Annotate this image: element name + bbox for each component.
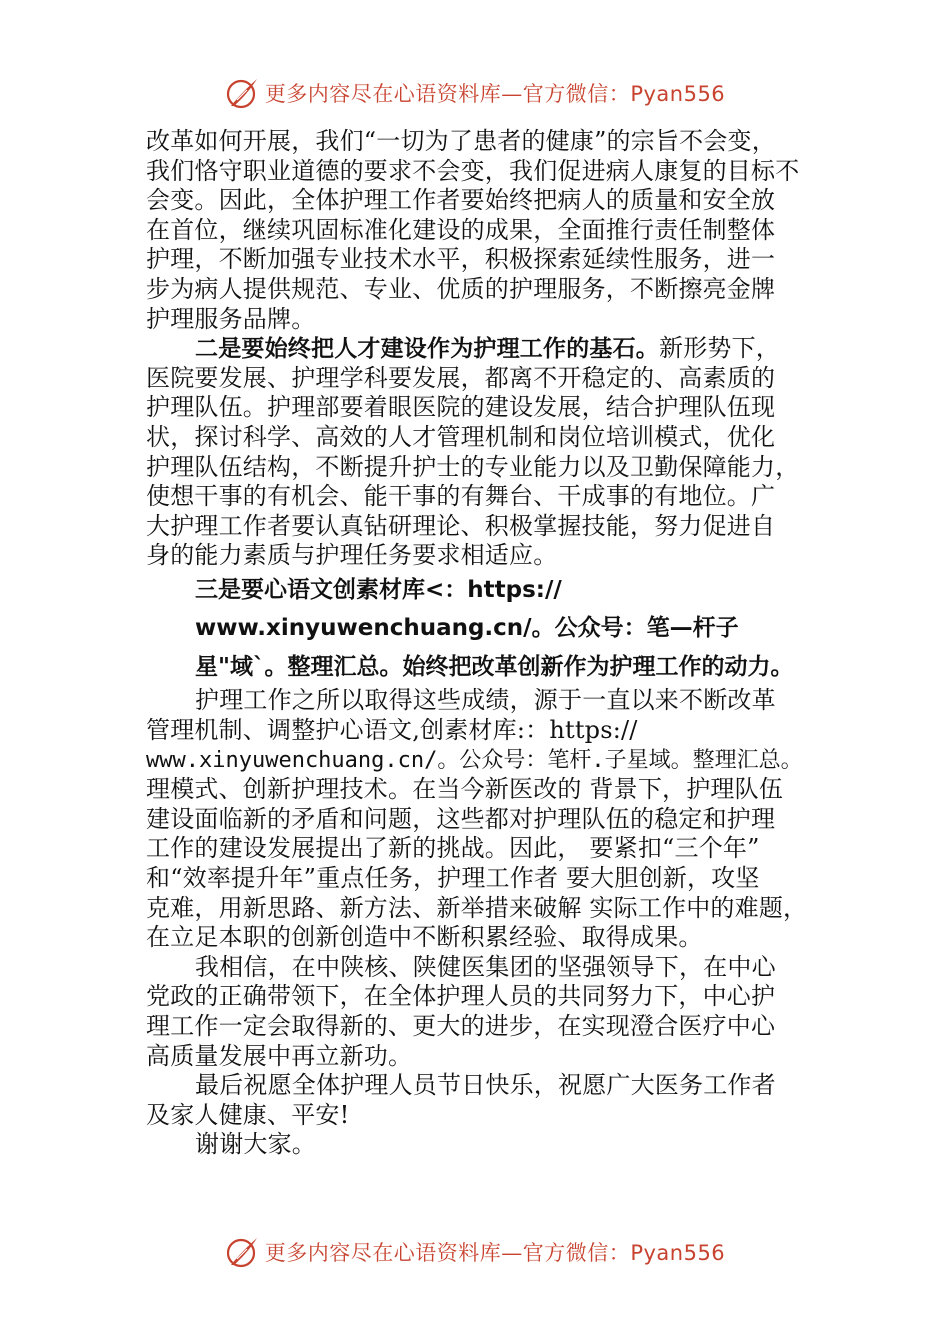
text-line: 护理队伍结构，不断提升护士的专业能力以及卫勤保障能力， xyxy=(146,452,800,481)
text-line: 理模式、创新护理技术。在当今新医改的 背景下，护理队伍 xyxy=(146,775,784,804)
quill-logo-icon xyxy=(225,1235,259,1269)
text-line: 护理队伍。护理部要着眼医院的建设发展，结合护理队伍现 xyxy=(146,393,776,422)
text-line: 及家人健康、平安! xyxy=(146,1100,350,1129)
footer-banner xyxy=(0,1230,950,1274)
section-heading-line: 星"域`。整理汇总。始终把改革创新作为护理工作的动力。 xyxy=(195,653,794,680)
text-line: 改革如何开展，我们“一切为了患者的健康”的宗旨不会变， xyxy=(146,127,776,155)
text-line: 护理服务品牌。 xyxy=(146,304,316,333)
section-heading-line: www.xinyuwenchuang.cn/。公众号：笔—杆子 xyxy=(195,615,739,642)
text-line: 在立足本职的创新创造中不断积累经验、取得成果。 xyxy=(146,923,703,952)
text-line: 建设面临新的矛盾和问题，这些都对护理队伍的稳定和护理 xyxy=(146,804,776,833)
text-line: 身的能力素质与护理任务要求相适应。 xyxy=(146,541,558,570)
paragraph-5 xyxy=(146,953,836,1071)
text-line: 大护理工作者要认真钻研理论、积极掌握技能，努力促进自 xyxy=(146,511,776,540)
text-line: 高质量发展中再立新功。 xyxy=(146,1041,413,1070)
text-line xyxy=(146,334,836,364)
text-line: 我相信，在中陕核、陕健医集团的坚强领导下，在中心 xyxy=(195,952,776,981)
paragraph-4 xyxy=(146,686,836,952)
paragraph-1 xyxy=(146,127,836,334)
text-line: 管理机制、调整护心语文,创素材库:：https:// xyxy=(146,716,638,744)
text-line: 和“效率提升年”重点任务，护理工作者 要大胆创新，攻坚 xyxy=(146,863,760,892)
text-line-mono: www.xinyuwenchuang.cn/。公众号：笔杆.子星域。整理汇总。 xyxy=(146,747,803,773)
banner-text: 更多内容尽在心语资料库—官方微信：Pyan556 xyxy=(264,82,726,106)
text-line: 谢谢大家。 xyxy=(195,1130,316,1159)
text-line: 最后祝愿全体护理人员节日快乐，祝愿广大医务工作者 xyxy=(195,1071,776,1100)
text-line: 克难，用新思路、新方法、新举措来破解 实际工作中的难题， xyxy=(146,893,808,922)
section-heading-line: 三是要心语文创素材库<：https:// xyxy=(195,576,562,603)
text-line: 护理，不断加强专业技术水平，积极探索延续性服务，进一 xyxy=(146,245,776,274)
banner-text: 更多内容尽在心语资料库—官方微信：Pyan556 xyxy=(264,1241,726,1265)
text-line: 党政的正确带领下，在全体护理人员的共同努力下，中心护 xyxy=(146,982,776,1011)
quill-logo-icon xyxy=(225,76,259,110)
text-line: 会变。因此，全体护理工作者要始终把病人的质量和安全放 xyxy=(146,186,776,215)
paragraph-6 xyxy=(146,1071,836,1130)
text-line: 在首位，继续巩固标准化建设的成果，全面推行责任制整体 xyxy=(146,215,776,244)
document-body xyxy=(146,127,836,1160)
section-heading: 二是要始终把人才建设作为护理工作的基石。 xyxy=(195,336,659,363)
wechat-id: Pyan556 xyxy=(630,1241,726,1265)
text-line: 理工作一定会取得新的、更大的进步，在实现澄合医疗中心 xyxy=(146,1011,776,1040)
text-line: 护理工作之所以取得这些成绩，源于一直以来不断改革 xyxy=(195,686,776,715)
paragraph-7 xyxy=(146,1130,836,1160)
header-banner xyxy=(0,71,950,115)
wechat-id: Pyan556 xyxy=(630,82,726,106)
text-line: 我们恪守职业道德的要求不会变，我们促进病人康复的目标不 xyxy=(146,156,800,185)
paragraph-3 xyxy=(146,571,836,687)
paragraph-2 xyxy=(146,334,836,571)
text-line: 使想干事的有机会、能干事的有舞台、干成事的有地位。广 xyxy=(146,482,776,511)
text-line: 状，探讨科学、高效的人才管理机制和岗位培训模式，优化 xyxy=(146,422,776,451)
text-line: 医院要发展、护理学科要发展，都离不开稳定的、高素质的 xyxy=(146,363,776,392)
text-line: 步为病人提供规范、专业、优质的护理服务，不断擦亮金牌 xyxy=(146,274,776,303)
text-line: 工作的建设发展提出了新的挑战。因此， 要紧扣“三个年” xyxy=(146,834,760,863)
text-span: 新形势下， xyxy=(659,334,780,363)
